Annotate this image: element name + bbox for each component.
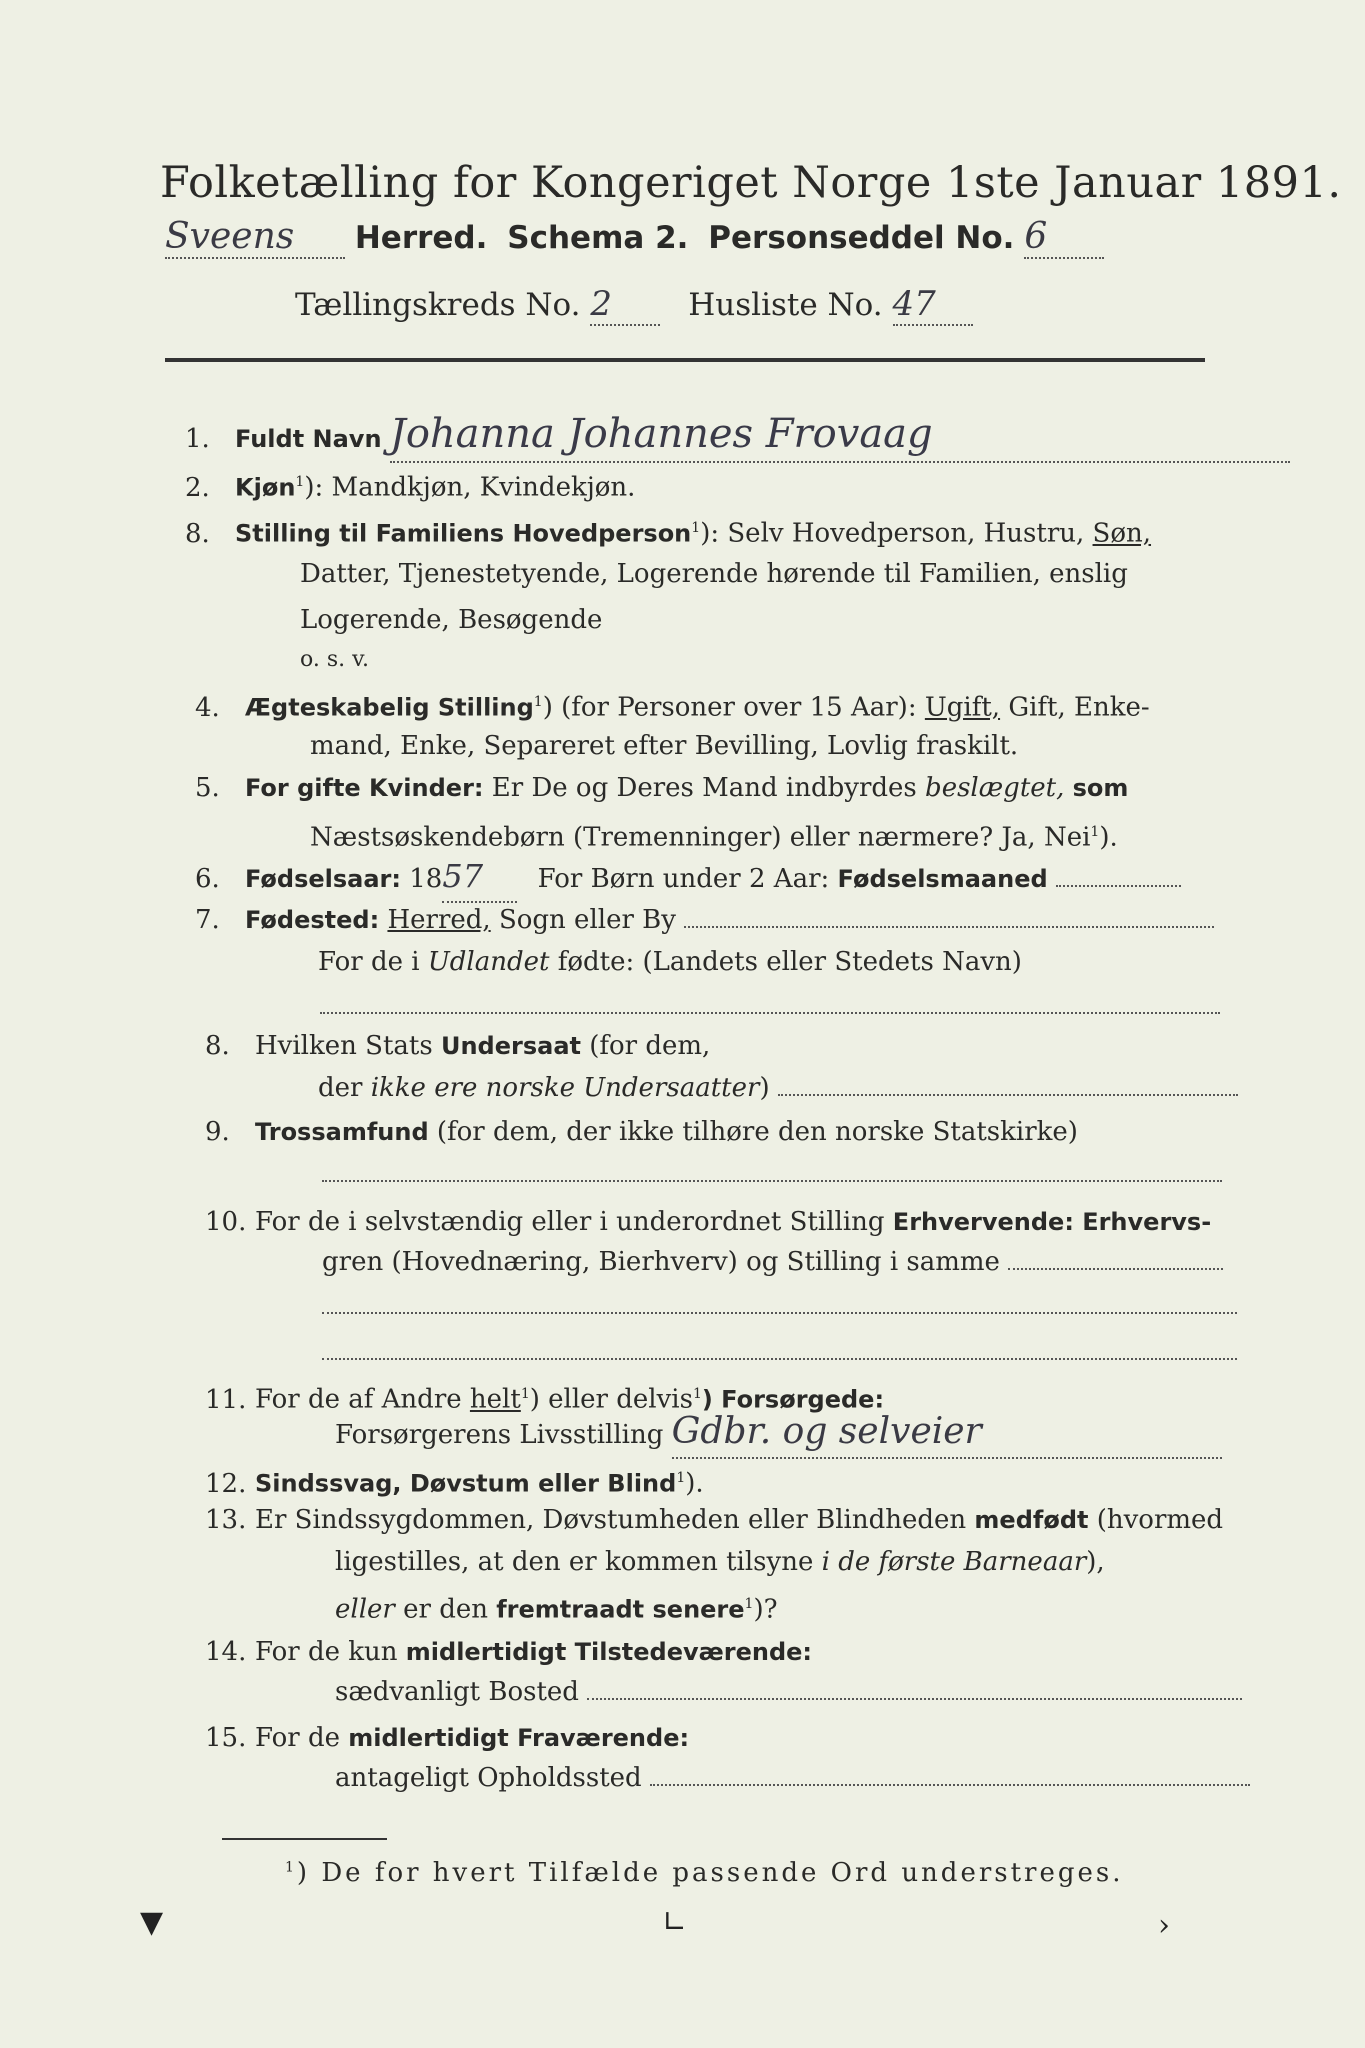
label: Fødselsmaaned [837, 865, 1048, 893]
text: Forsørgerens Livsstilling [335, 1420, 664, 1450]
item-number: 4. [195, 692, 220, 723]
underlined-option: Ugift, [924, 692, 1001, 723]
text: (for dem, der ikke tilhøre den norske Statskirke) [436, 1117, 1078, 1147]
footnote-ref: 1 [692, 1386, 702, 1402]
label: For gifte Kvinder: [245, 774, 484, 802]
item-8-line-2 [318, 1066, 1238, 1110]
text: Gift, Enke- [1008, 692, 1150, 723]
herred-label: Herred. [354, 220, 488, 256]
text: For de i selvstændig eller i underordnet Stilling [255, 1207, 885, 1237]
label: fremtraadt senere [496, 1595, 745, 1624]
footnote-ref: 1 [295, 474, 305, 490]
text: Er Sindssygdommen, Døvstumheden eller Blindheden [255, 1505, 967, 1535]
item-1 [185, 412, 1290, 463]
italic-text: i de første Barneaar [821, 1547, 1087, 1577]
item-number: 8. [185, 518, 210, 549]
item-4 [195, 680, 1150, 730]
text: o. s. v. [300, 647, 369, 672]
text: Hvilken Stats [255, 1031, 433, 1061]
birthmonth-field [1056, 867, 1181, 887]
birthplace-field [684, 908, 1214, 928]
label: Fødested: [245, 906, 380, 934]
label: Ægteskabelig Stilling [245, 693, 534, 722]
item-14-line-2 [335, 1670, 1242, 1714]
provider-field [672, 1410, 1222, 1459]
text: For de [255, 1723, 340, 1753]
text: For Børn under 2 Aar: [537, 864, 830, 894]
footnote-ref: 1 [533, 694, 543, 710]
header-rule [165, 358, 1205, 362]
text: 18 [409, 864, 443, 894]
label: Undersaat [440, 1032, 581, 1060]
text: Datter, Tjenestetyende, Logerende hørende til Familien, enslig [300, 559, 1128, 589]
text: fødte: (Landets eller Stedets Navn) [557, 947, 1022, 977]
text: Logerende, Besøgende [300, 605, 603, 635]
text: antageligt Opholdssted [335, 1763, 642, 1793]
birthyear-handwriting: 57 [442, 857, 484, 895]
item-10-line-2 [322, 1240, 1223, 1284]
label: Fuldt Navn [235, 425, 382, 453]
item-7 [195, 898, 1214, 942]
label: Erhvervende: [892, 1208, 1074, 1236]
item-8 [205, 1024, 710, 1068]
item-number: 10. [205, 1207, 247, 1237]
text: der [318, 1073, 363, 1103]
item-5 [195, 766, 1128, 810]
text: Sogn eller By [498, 905, 676, 935]
text: mand, Enke, Separeret efter Bevilling, Lovlig fraskilt. [310, 731, 1019, 761]
form-title [160, 158, 1342, 208]
citizenship-field [778, 1076, 1238, 1096]
item-4-line-2 [310, 724, 1018, 768]
husliste-handwriting: 47 [892, 284, 936, 324]
right-mark-icon: › [1158, 1908, 1170, 1943]
label: Sindssvag, Døvstum eller Blind [255, 1469, 677, 1498]
item-3-line-4 [300, 638, 369, 682]
provider-handwriting: Gdbr. og selveier [671, 1411, 982, 1452]
text: gren (Hovednæring, Bierhverv) og Stilling i samme [322, 1247, 1000, 1277]
kreds-field [590, 284, 660, 326]
item-13-line-2 [335, 1540, 1105, 1584]
item-7-fill-line [320, 984, 1220, 1028]
religion-field [322, 1162, 1222, 1182]
item-15 [205, 1716, 689, 1760]
personseddel-field [1024, 216, 1104, 259]
herred-line [165, 216, 1104, 259]
text: ) (for Personer over 15 Aar): [542, 692, 917, 723]
herred-field [165, 216, 345, 259]
footnote-ref: 1 [285, 1859, 297, 1876]
item-10 [205, 1200, 1211, 1244]
label: midlertidigt Tilstedeværende: [405, 1638, 813, 1666]
item-15-line-2 [335, 1756, 1250, 1800]
footnote-rule [222, 1838, 387, 1840]
stay-field [650, 1766, 1250, 1786]
underlined-option: helt [469, 1384, 521, 1415]
label: midlertidigt Fraværende: [348, 1724, 690, 1752]
item-3-line-3 [300, 598, 602, 642]
name-field [390, 412, 1290, 463]
label: ) Forsørgede: [701, 1385, 885, 1414]
text: ) eller delvis [529, 1384, 693, 1415]
footnote-ref: 1 [744, 1596, 754, 1612]
text: )? [753, 1594, 778, 1625]
footnote-ref: 1 [691, 520, 701, 536]
italic-text: ikke ere norske Undersaatter [370, 1073, 760, 1103]
item-2 [185, 460, 635, 510]
corner-mark-icon: ▼ [140, 1905, 164, 1940]
italic-text: eller [335, 1594, 395, 1625]
item-13-line-3 [335, 1582, 778, 1632]
herred-handwriting: Sveens [165, 216, 295, 257]
personseddel-label: Personseddel No. [708, 220, 1015, 256]
item-13 [205, 1498, 1223, 1542]
item-9 [205, 1110, 1078, 1154]
text: er den [403, 1594, 488, 1625]
item-3-line-2 [300, 552, 1128, 596]
label: Fødselsaar: [245, 865, 401, 893]
italic-text: Udlandet [427, 947, 550, 977]
label: Kjøn [235, 473, 296, 502]
item-7-line-2 [318, 940, 1022, 984]
name-handwriting: Johanna Johannes Frovaag [389, 411, 933, 457]
text: Erhvervs- [1082, 1208, 1212, 1236]
text: ligestilles, at den er kommen tilsyne [335, 1547, 814, 1577]
item-6 [195, 854, 1181, 903]
text: ). [1099, 822, 1118, 853]
text: ) [759, 1073, 770, 1103]
item-number: 6. [195, 864, 220, 894]
text: (hvormed [1096, 1505, 1224, 1535]
item-number: 14. [205, 1637, 247, 1667]
underlined-option: Herred, [387, 905, 491, 935]
item-number: 5. [195, 773, 220, 803]
item-11-line-2 [335, 1410, 1222, 1459]
item-number: 9. [205, 1117, 230, 1147]
item-number: 12. [205, 1468, 247, 1499]
footnote-ref: 1 [1090, 824, 1100, 840]
residence-field [587, 1680, 1242, 1700]
text: Næstsøskendebørn (Tremenninger) eller nærmere? Ja, Nei [310, 822, 1091, 853]
text: For de kun [255, 1637, 398, 1667]
item-number: 7. [195, 905, 220, 935]
title-text: Folketælling for Kongeriget Norge 1ste Januar [160, 158, 1202, 208]
title-year: 1891. [1215, 158, 1342, 208]
item-10-fill-line-2 [322, 1330, 1237, 1374]
label: Trossamfund [255, 1118, 429, 1146]
husliste-label: Husliste No. [688, 287, 883, 323]
birthyear-field [442, 854, 517, 903]
text: ), [1086, 1547, 1105, 1577]
husliste-field [893, 284, 973, 326]
text: For de i [318, 947, 420, 977]
text: For de af Andre [255, 1384, 462, 1415]
occupation-field-3 [322, 1340, 1237, 1360]
footnote-ref: 1 [520, 1386, 530, 1402]
label: medfødt [974, 1506, 1089, 1534]
item-3 [185, 506, 1151, 556]
occupation-field-2 [322, 1294, 1237, 1314]
footnote [285, 1858, 1124, 1888]
item-14 [205, 1630, 812, 1674]
text: sædvanligt Bosted [335, 1677, 579, 1707]
kreds-line [295, 284, 973, 326]
personseddel-handwriting: 6 [1024, 216, 1048, 257]
underlined-option: Søn, [1092, 518, 1152, 549]
schema-label: Schema 2. [507, 220, 689, 256]
text: ). [685, 1468, 704, 1499]
occupation-field [1008, 1250, 1223, 1270]
abroad-field [320, 994, 1220, 1014]
label: Stilling til Familiens Hovedperson [235, 519, 692, 548]
footnote-ref: 1 [676, 1470, 686, 1486]
item-number: 2. [185, 472, 210, 503]
item-5-line-2 [310, 810, 1118, 860]
item-number: 11. [205, 1384, 247, 1415]
text: som [1072, 774, 1129, 802]
item-9-fill-line [322, 1152, 1222, 1196]
item-number: 1. [185, 424, 210, 454]
center-mark-icon: ∟ [662, 1905, 688, 1940]
kreds-label: Tællingskreds No. [295, 287, 581, 323]
item-number: 13. [205, 1505, 247, 1535]
item-10-fill-line-1 [322, 1284, 1237, 1328]
item-number: 8. [205, 1031, 230, 1061]
text: Er De og Deres Mand indbyrdes [491, 773, 917, 803]
kreds-handwriting: 2 [590, 284, 613, 324]
text: (for dem, [589, 1031, 711, 1061]
italic-text: beslægtet, [925, 773, 1065, 803]
item-number: 15. [205, 1723, 247, 1753]
text: ): Mandkjøn, Kvindekjøn. [304, 472, 636, 503]
text: ): Selv Hovedperson, Hustru, [700, 518, 1085, 549]
footnote-text: ) De for hvert Tilfælde passende Ord understreges. [296, 1858, 1124, 1888]
